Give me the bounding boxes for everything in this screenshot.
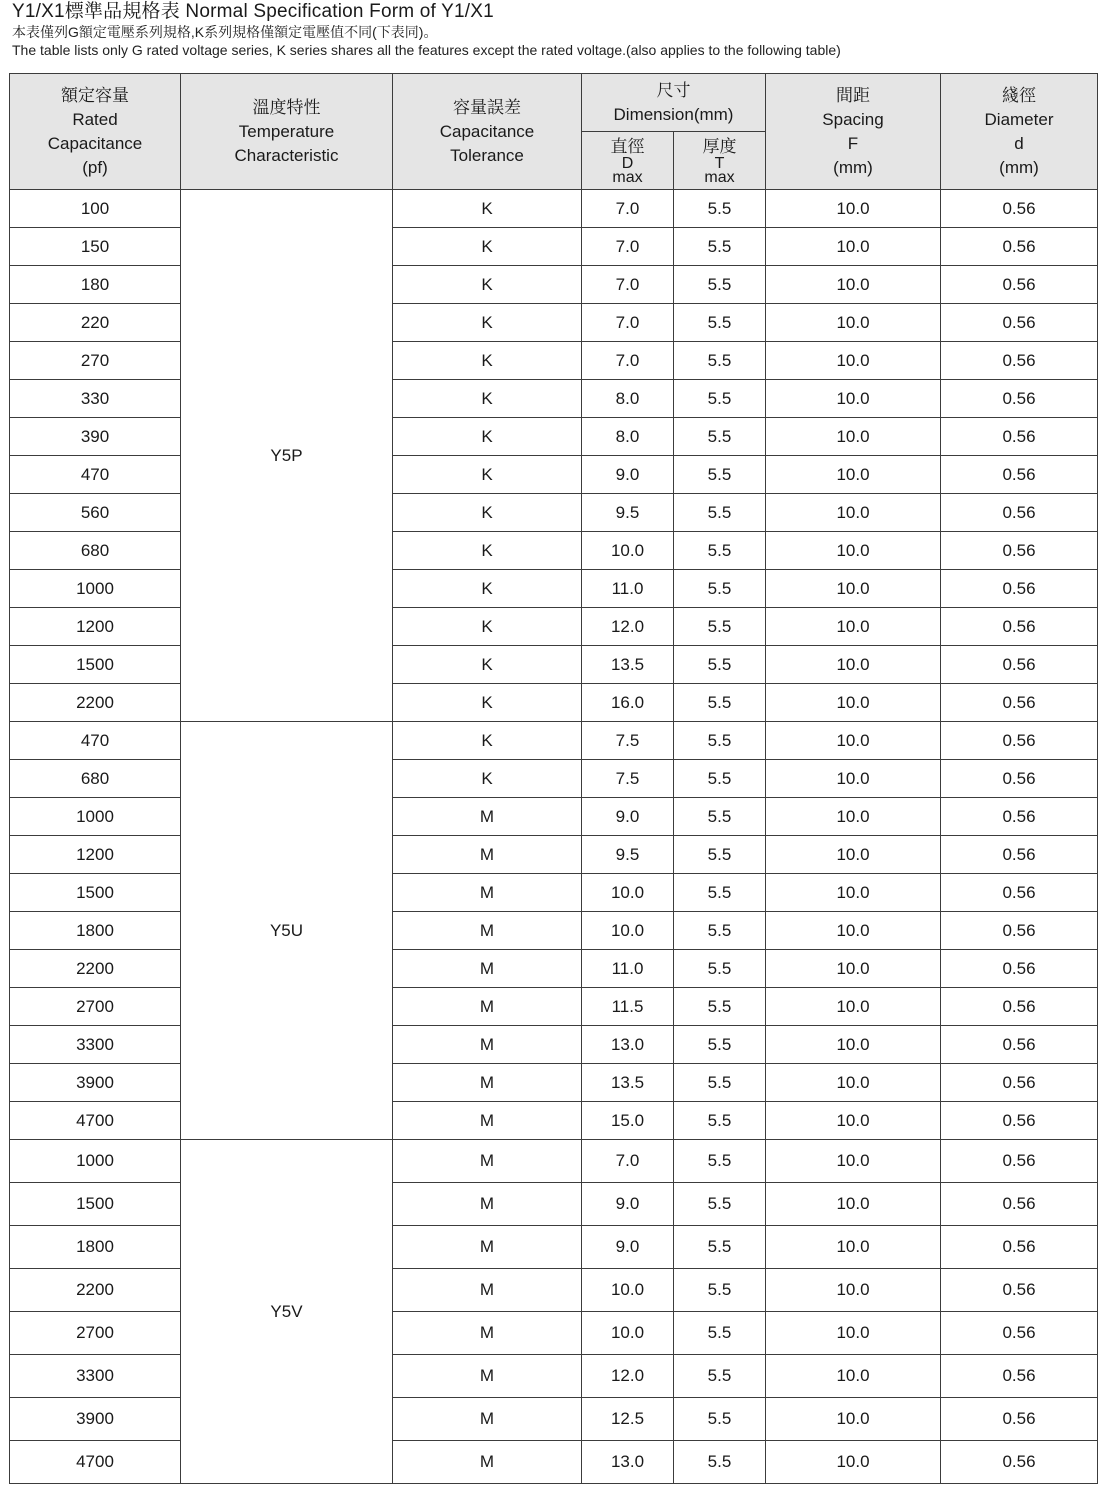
cell-spacing: 10.0 — [766, 836, 941, 874]
cell-tolerance: M — [393, 836, 582, 874]
cell-diameter-D: 12.5 — [582, 1398, 674, 1441]
header-diameter-D: 直徑 D max — [582, 132, 674, 190]
cell-spacing: 10.0 — [766, 380, 941, 418]
cell-thickness-T: 5.5 — [674, 798, 766, 836]
cell-spacing: 10.0 — [766, 1183, 941, 1226]
cell-diameter-D: 12.0 — [582, 608, 674, 646]
cell-spacing: 10.0 — [766, 494, 941, 532]
cell-thickness-T: 5.5 — [674, 190, 766, 228]
cell-diameter-D: 10.0 — [582, 1269, 674, 1312]
cell-wire-diameter: 0.56 — [941, 722, 1098, 760]
cell-capacitance: 680 — [10, 532, 181, 570]
spec-table — [9, 73, 1098, 1484]
note-chinese: 本表僅列G額定電壓系列規格,K系列規格僅額定電壓值不同(下表同)。 — [12, 24, 438, 40]
cell-spacing: 10.0 — [766, 1398, 941, 1441]
header-capacitance: 額定容量 Rated Capacitance (pf) — [10, 74, 181, 190]
cell-wire-diameter: 0.56 — [941, 1312, 1098, 1355]
cell-tolerance: K — [393, 456, 582, 494]
cell-spacing: 10.0 — [766, 1026, 941, 1064]
cell-capacitance: 180 — [10, 266, 181, 304]
cell-tolerance: K — [393, 684, 582, 722]
cell-capacitance: 330 — [10, 380, 181, 418]
cell-capacitance: 2200 — [10, 684, 181, 722]
table-row — [10, 266, 1098, 304]
cell-spacing: 10.0 — [766, 1226, 941, 1269]
cell-spacing: 10.0 — [766, 950, 941, 988]
cell-wire-diameter: 0.56 — [941, 646, 1098, 684]
table-row — [10, 874, 1098, 912]
page-header — [12, 0, 1092, 59]
cell-tolerance: M — [393, 1064, 582, 1102]
cell-capacitance: 1800 — [10, 912, 181, 950]
cell-thickness-T: 5.5 — [674, 988, 766, 1026]
cell-spacing: 10.0 — [766, 646, 941, 684]
cell-tolerance: M — [393, 1355, 582, 1398]
cell-diameter-D: 7.0 — [582, 342, 674, 380]
cell-tolerance: M — [393, 1140, 582, 1183]
table-row — [10, 646, 1098, 684]
cell-thickness-T: 5.5 — [674, 1441, 766, 1484]
cell-capacitance: 150 — [10, 228, 181, 266]
table-header — [10, 74, 1098, 190]
cell-diameter-D: 7.0 — [582, 304, 674, 342]
cell-capacitance: 470 — [10, 456, 181, 494]
cell-capacitance: 2200 — [10, 1269, 181, 1312]
cell-diameter-D: 10.0 — [582, 1312, 674, 1355]
table-row — [10, 684, 1098, 722]
table-row — [10, 532, 1098, 570]
cell-diameter-D: 13.0 — [582, 1441, 674, 1484]
cell-diameter-D: 11.5 — [582, 988, 674, 1026]
cell-capacitance: 270 — [10, 342, 181, 380]
table-row — [10, 950, 1098, 988]
cell-wire-diameter: 0.56 — [941, 912, 1098, 950]
cell-capacitance: 220 — [10, 304, 181, 342]
cell-capacitance: 3900 — [10, 1398, 181, 1441]
cell-spacing: 10.0 — [766, 874, 941, 912]
cell-thickness-T: 5.5 — [674, 1226, 766, 1269]
cell-diameter-D: 12.0 — [582, 1355, 674, 1398]
cell-diameter-D: 9.0 — [582, 1183, 674, 1226]
cell-diameter-D: 9.0 — [582, 1226, 674, 1269]
table-row — [10, 1183, 1098, 1226]
cell-diameter-D: 13.5 — [582, 646, 674, 684]
cell-tolerance: M — [393, 1102, 582, 1140]
cell-tolerance: K — [393, 494, 582, 532]
cell-capacitance: 1000 — [10, 1140, 181, 1183]
table-row — [10, 380, 1098, 418]
cell-spacing: 10.0 — [766, 1441, 941, 1484]
cell-thickness-T: 5.5 — [674, 1398, 766, 1441]
cell-thickness-T: 5.5 — [674, 836, 766, 874]
cell-thickness-T: 5.5 — [674, 1102, 766, 1140]
cell-temperature-group: Y5U — [181, 722, 393, 1140]
cell-diameter-D: 9.0 — [582, 798, 674, 836]
cell-diameter-D: 7.5 — [582, 722, 674, 760]
cell-capacitance: 560 — [10, 494, 181, 532]
cell-diameter-D: 9.5 — [582, 836, 674, 874]
cell-tolerance: K — [393, 570, 582, 608]
cell-wire-diameter: 0.56 — [941, 1398, 1098, 1441]
cell-thickness-T: 5.5 — [674, 456, 766, 494]
cell-thickness-T: 5.5 — [674, 646, 766, 684]
table-body — [10, 190, 1098, 1484]
cell-diameter-D: 7.5 — [582, 760, 674, 798]
cell-thickness-T: 5.5 — [674, 494, 766, 532]
cell-capacitance: 1200 — [10, 608, 181, 646]
cell-wire-diameter: 0.56 — [941, 684, 1098, 722]
cell-temperature-group: Y5P — [181, 190, 393, 722]
cell-spacing: 10.0 — [766, 1269, 941, 1312]
cell-wire-diameter: 0.56 — [941, 190, 1098, 228]
cell-spacing: 10.0 — [766, 418, 941, 456]
cell-wire-diameter: 0.56 — [941, 1441, 1098, 1484]
cell-tolerance: M — [393, 950, 582, 988]
cell-wire-diameter: 0.56 — [941, 1026, 1098, 1064]
cell-capacitance: 1000 — [10, 798, 181, 836]
cell-diameter-D: 11.0 — [582, 950, 674, 988]
cell-spacing: 10.0 — [766, 1140, 941, 1183]
cell-thickness-T: 5.5 — [674, 418, 766, 456]
header-dimension: 尺寸 Dimension(mm) — [582, 74, 766, 132]
cell-tolerance: K — [393, 342, 582, 380]
cell-capacitance: 1500 — [10, 646, 181, 684]
cell-thickness-T: 5.5 — [674, 304, 766, 342]
cell-wire-diameter: 0.56 — [941, 1355, 1098, 1398]
page-title: Y1/X1標準品規格表 Normal Specification Form of Y1/X1 — [12, 1, 494, 22]
cell-wire-diameter: 0.56 — [941, 266, 1098, 304]
cell-thickness-T: 5.5 — [674, 1355, 766, 1398]
cell-diameter-D: 13.0 — [582, 1026, 674, 1064]
cell-spacing: 10.0 — [766, 304, 941, 342]
cell-spacing: 10.0 — [766, 760, 941, 798]
cell-wire-diameter: 0.56 — [941, 836, 1098, 874]
cell-capacitance: 4700 — [10, 1441, 181, 1484]
table-row — [10, 798, 1098, 836]
table-row — [10, 912, 1098, 950]
cell-tolerance: M — [393, 1026, 582, 1064]
cell-tolerance: K — [393, 532, 582, 570]
cell-thickness-T: 5.5 — [674, 874, 766, 912]
header-temperature: 溫度特性 Temperature Characteristic — [181, 74, 393, 190]
cell-spacing: 10.0 — [766, 798, 941, 836]
cell-thickness-T: 5.5 — [674, 684, 766, 722]
table-row — [10, 456, 1098, 494]
cell-thickness-T: 5.5 — [674, 1026, 766, 1064]
header-spacing: 間距 Spacing F (mm) — [766, 74, 941, 190]
cell-diameter-D: 8.0 — [582, 418, 674, 456]
cell-wire-diameter: 0.56 — [941, 342, 1098, 380]
cell-capacitance: 3900 — [10, 1064, 181, 1102]
table-row — [10, 760, 1098, 798]
cell-spacing: 10.0 — [766, 342, 941, 380]
table-row — [10, 1269, 1098, 1312]
cell-wire-diameter: 0.56 — [941, 1064, 1098, 1102]
cell-spacing: 10.0 — [766, 608, 941, 646]
cell-wire-diameter: 0.56 — [941, 1102, 1098, 1140]
cell-capacitance: 1500 — [10, 874, 181, 912]
cell-tolerance: K — [393, 722, 582, 760]
cell-thickness-T: 5.5 — [674, 608, 766, 646]
cell-capacitance: 2700 — [10, 988, 181, 1026]
table-row — [10, 1026, 1098, 1064]
table-row — [10, 1441, 1098, 1484]
cell-thickness-T: 5.5 — [674, 1140, 766, 1183]
cell-capacitance: 2700 — [10, 1312, 181, 1355]
cell-thickness-T: 5.5 — [674, 380, 766, 418]
cell-thickness-T: 5.5 — [674, 1183, 766, 1226]
cell-diameter-D: 7.0 — [582, 1140, 674, 1183]
cell-diameter-D: 9.0 — [582, 456, 674, 494]
cell-spacing: 10.0 — [766, 190, 941, 228]
note-english: The table lists only G rated voltage series, K series shares all the features except the rated voltage.(also applies to the following table) — [12, 42, 841, 58]
table-row — [10, 228, 1098, 266]
table-row — [10, 1398, 1098, 1441]
cell-thickness-T: 5.5 — [674, 912, 766, 950]
cell-tolerance: K — [393, 304, 582, 342]
table-row — [10, 836, 1098, 874]
cell-thickness-T: 5.5 — [674, 342, 766, 380]
cell-tolerance: M — [393, 1441, 582, 1484]
cell-capacitance: 1500 — [10, 1183, 181, 1226]
cell-tolerance: M — [393, 1269, 582, 1312]
table-row — [10, 988, 1098, 1026]
cell-capacitance: 390 — [10, 418, 181, 456]
cell-tolerance: M — [393, 988, 582, 1026]
cell-wire-diameter: 0.56 — [941, 608, 1098, 646]
header-tolerance: 容量誤差 Capacitance Tolerance — [393, 74, 582, 190]
cell-spacing: 10.0 — [766, 532, 941, 570]
table-row — [10, 342, 1098, 380]
cell-thickness-T: 5.5 — [674, 760, 766, 798]
table-row — [10, 1064, 1098, 1102]
cell-thickness-T: 5.5 — [674, 1064, 766, 1102]
table-row — [10, 190, 1098, 228]
cell-wire-diameter: 0.56 — [941, 1226, 1098, 1269]
cell-wire-diameter: 0.56 — [941, 456, 1098, 494]
cell-tolerance: M — [393, 1398, 582, 1441]
cell-wire-diameter: 0.56 — [941, 228, 1098, 266]
cell-wire-diameter: 0.56 — [941, 418, 1098, 456]
cell-spacing: 10.0 — [766, 228, 941, 266]
cell-wire-diameter: 0.56 — [941, 988, 1098, 1026]
cell-diameter-D: 15.0 — [582, 1102, 674, 1140]
cell-tolerance: M — [393, 1183, 582, 1226]
cell-thickness-T: 5.5 — [674, 950, 766, 988]
cell-tolerance: K — [393, 608, 582, 646]
cell-temperature-group: Y5V — [181, 1140, 393, 1484]
cell-wire-diameter: 0.56 — [941, 304, 1098, 342]
cell-wire-diameter: 0.56 — [941, 760, 1098, 798]
cell-wire-diameter: 0.56 — [941, 570, 1098, 608]
cell-capacitance: 2200 — [10, 950, 181, 988]
cell-diameter-D: 7.0 — [582, 266, 674, 304]
cell-diameter-D: 16.0 — [582, 684, 674, 722]
cell-spacing: 10.0 — [766, 684, 941, 722]
cell-wire-diameter: 0.56 — [941, 380, 1098, 418]
cell-diameter-D: 13.5 — [582, 1064, 674, 1102]
cell-thickness-T: 5.5 — [674, 266, 766, 304]
table-row — [10, 494, 1098, 532]
cell-spacing: 10.0 — [766, 1355, 941, 1398]
cell-thickness-T: 5.5 — [674, 1312, 766, 1355]
table-row — [10, 1355, 1098, 1398]
cell-tolerance: M — [393, 1226, 582, 1269]
cell-diameter-D: 10.0 — [582, 874, 674, 912]
table-row — [10, 304, 1098, 342]
cell-tolerance: K — [393, 228, 582, 266]
cell-capacitance: 1200 — [10, 836, 181, 874]
table-row — [10, 1102, 1098, 1140]
cell-diameter-D: 10.0 — [582, 532, 674, 570]
cell-wire-diameter: 0.56 — [941, 1183, 1098, 1226]
cell-tolerance: M — [393, 874, 582, 912]
cell-thickness-T: 5.5 — [674, 570, 766, 608]
table-row — [10, 722, 1098, 760]
cell-capacitance: 680 — [10, 760, 181, 798]
cell-capacitance: 1800 — [10, 1226, 181, 1269]
cell-tolerance: K — [393, 646, 582, 684]
cell-capacitance: 3300 — [10, 1355, 181, 1398]
cell-spacing: 10.0 — [766, 266, 941, 304]
table-row — [10, 570, 1098, 608]
cell-tolerance: M — [393, 798, 582, 836]
cell-thickness-T: 5.5 — [674, 722, 766, 760]
table-row — [10, 1226, 1098, 1269]
cell-thickness-T: 5.5 — [674, 1269, 766, 1312]
cell-tolerance: K — [393, 190, 582, 228]
cell-diameter-D: 10.0 — [582, 912, 674, 950]
cell-spacing: 10.0 — [766, 1102, 941, 1140]
cell-spacing: 10.0 — [766, 912, 941, 950]
cell-diameter-D: 8.0 — [582, 380, 674, 418]
cell-tolerance: K — [393, 760, 582, 798]
cell-diameter-D: 7.0 — [582, 228, 674, 266]
header-thickness-T: 厚度 T max — [674, 132, 766, 190]
table-row — [10, 1140, 1098, 1183]
cell-wire-diameter: 0.56 — [941, 1269, 1098, 1312]
table-row — [10, 418, 1098, 456]
cell-spacing: 10.0 — [766, 722, 941, 760]
cell-capacitance: 3300 — [10, 1026, 181, 1064]
cell-spacing: 10.0 — [766, 1064, 941, 1102]
cell-spacing: 10.0 — [766, 1312, 941, 1355]
cell-thickness-T: 5.5 — [674, 532, 766, 570]
cell-spacing: 10.0 — [766, 456, 941, 494]
cell-tolerance: M — [393, 1312, 582, 1355]
cell-wire-diameter: 0.56 — [941, 532, 1098, 570]
cell-diameter-D: 11.0 — [582, 570, 674, 608]
header-wire-diameter: 綫徑 Diameter d (mm) — [941, 74, 1098, 190]
cell-capacitance: 4700 — [10, 1102, 181, 1140]
cell-tolerance: K — [393, 418, 582, 456]
cell-tolerance: K — [393, 266, 582, 304]
cell-wire-diameter: 0.56 — [941, 494, 1098, 532]
cell-capacitance: 100 — [10, 190, 181, 228]
cell-wire-diameter: 0.56 — [941, 1140, 1098, 1183]
table-row — [10, 1312, 1098, 1355]
cell-thickness-T: 5.5 — [674, 228, 766, 266]
cell-tolerance: M — [393, 912, 582, 950]
cell-tolerance: K — [393, 380, 582, 418]
cell-diameter-D: 7.0 — [582, 190, 674, 228]
cell-spacing: 10.0 — [766, 570, 941, 608]
cell-diameter-D: 9.5 — [582, 494, 674, 532]
cell-wire-diameter: 0.56 — [941, 874, 1098, 912]
cell-capacitance: 470 — [10, 722, 181, 760]
cell-capacitance: 1000 — [10, 570, 181, 608]
cell-wire-diameter: 0.56 — [941, 950, 1098, 988]
table-row — [10, 608, 1098, 646]
cell-wire-diameter: 0.56 — [941, 798, 1098, 836]
cell-spacing: 10.0 — [766, 988, 941, 1026]
